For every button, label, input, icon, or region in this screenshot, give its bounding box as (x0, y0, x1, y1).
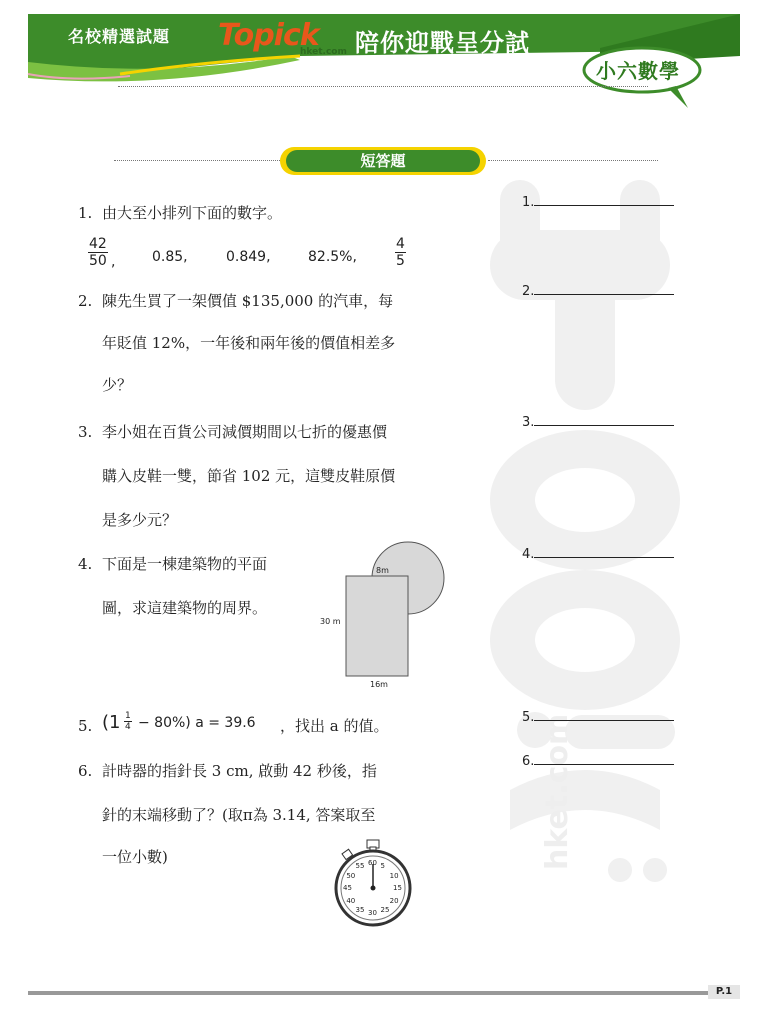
page-number: P.1 (708, 985, 740, 999)
q6-number: 6. (78, 762, 93, 780)
stopwatch-dial-number: 25 (380, 905, 390, 914)
answer-line-3[interactable] (522, 413, 674, 430)
q1-sep: , (111, 254, 116, 270)
header-banner (0, 0, 768, 110)
figure-label-30m: 30 m (320, 617, 341, 626)
stopwatch-dial-number: 60 (368, 859, 377, 867)
answer-2-label: 2. (522, 284, 535, 299)
q2-line-1: 陳先生買了一架價值 $135,000 的汽車，每 (102, 292, 394, 310)
q1-number: 1. (78, 204, 93, 222)
q2-line-3: 少？ (102, 376, 133, 394)
answer-line-4[interactable] (522, 545, 674, 562)
answer-3-label: 3. (522, 415, 535, 430)
q5-fraction (124, 711, 132, 732)
answer-4-blank[interactable] (534, 545, 674, 558)
q1-frac2-den: 5 (396, 253, 405, 269)
topick-logo: Topick (218, 18, 319, 53)
q6-line-1: 計時器的指針長 3 cm, 啟動 42 秒後，指 (102, 762, 377, 780)
answer-line-1[interactable] (522, 193, 674, 210)
q1-text: 由大至小排列下面的數字。 (102, 204, 283, 222)
q4-number: 4. (78, 555, 93, 573)
q5-number: 5. (78, 717, 93, 735)
question-1 (78, 202, 282, 223)
q1-fraction-42-50 (88, 236, 108, 269)
q4-line-2: 圖，求這建築物的周界。 (102, 599, 268, 617)
q5-frac-num: 1 (125, 711, 131, 721)
q2-line-2: 年貶值 12%，一年後和兩年後的價值相差多 (102, 334, 396, 352)
answer-3-blank[interactable] (534, 413, 674, 426)
answer-1-label: 1. (522, 195, 535, 210)
stopwatch-dial-number: 55 (355, 862, 365, 871)
q1-value-1: 0.85, (152, 249, 188, 265)
q1-value-3: 82.5%, (308, 249, 357, 265)
question-2 (78, 290, 393, 311)
q3-line-2: 購入皮鞋一雙，節省 102 元，這雙皮鞋原價 (102, 467, 396, 485)
banner-title: 陪你迎戰呈分試 (355, 29, 530, 57)
stopwatch-dial-number: 20 (389, 896, 399, 905)
section-divider-right (488, 160, 658, 161)
answer-line-6[interactable] (522, 752, 674, 769)
answer-line-5[interactable] (522, 708, 674, 725)
header-divider (118, 86, 648, 87)
answer-5-label: 5. (522, 710, 535, 725)
watermark-text: hket.com (540, 713, 575, 870)
answer-6-blank[interactable] (534, 752, 674, 765)
q3-line-3: 是多少元？ (102, 511, 178, 529)
answer-1-blank[interactable] (534, 193, 674, 206)
stopwatch-dial-number: 40 (346, 896, 356, 905)
stopwatch-dial-number: 45 (343, 884, 352, 892)
stopwatch-dial-number: 30 (368, 909, 377, 917)
question-4 (78, 553, 267, 574)
stopwatch-dial-number: 50 (346, 871, 356, 880)
q4-line-1: 下面是一棟建築物的平面 (102, 555, 268, 573)
answer-5-blank[interactable] (534, 708, 674, 721)
logo-subtext: hket.com (300, 47, 347, 57)
topick-watermark (470, 170, 710, 894)
answer-6-label: 6. (522, 754, 535, 769)
q1-value-2: 0.849, (226, 249, 271, 265)
q1-fraction-4-5 (395, 236, 406, 269)
stopwatch-dial-number: 35 (355, 905, 365, 914)
section-title: 短答題 (360, 152, 406, 170)
answer-line-2[interactable] (522, 282, 674, 299)
figure-label-16m: 16m (370, 680, 388, 689)
q1-frac1-den: 50 (89, 253, 107, 269)
stopwatch-dial-number: 15 (393, 884, 402, 892)
question-3 (78, 421, 387, 442)
q6-line-3: 一位小數) (102, 848, 168, 866)
answer-2-blank[interactable] (534, 282, 674, 295)
footer-bar (28, 991, 708, 995)
floor-plan-figure (318, 540, 468, 690)
section-divider-left (114, 160, 284, 161)
banner-tag: 名校精選試題 (68, 27, 171, 46)
stopwatch-dial-number: 10 (389, 871, 399, 880)
q3-line-1: 李小姐在百貨公司減價期間以七折的優惠價 (102, 423, 388, 441)
section-pill (280, 147, 486, 175)
q5-frac-den: 4 (125, 722, 131, 732)
grade-label: 小六數學 (596, 59, 680, 83)
q5-text: ，找出 a 的值。 (280, 717, 389, 735)
stopwatch-figure (330, 838, 416, 928)
question-6 (78, 760, 377, 781)
answer-4-label: 4. (522, 547, 535, 562)
question-5 (78, 717, 102, 735)
q6-line-2: 針的末端移動了？(取π為 3.14, 答案取至 (102, 806, 376, 824)
q5-expr-rest: − 80%) a = 39.6 (138, 715, 256, 731)
q2-number: 2. (78, 292, 93, 310)
q3-number: 3. (78, 423, 93, 441)
q1-frac2-num: 4 (396, 236, 405, 252)
figure-label-8m: 8m (376, 566, 389, 575)
q5-expr-open: (1 (102, 712, 121, 733)
q1-frac1-num: 42 (89, 236, 107, 252)
stopwatch-dial-number: 5 (380, 862, 385, 871)
